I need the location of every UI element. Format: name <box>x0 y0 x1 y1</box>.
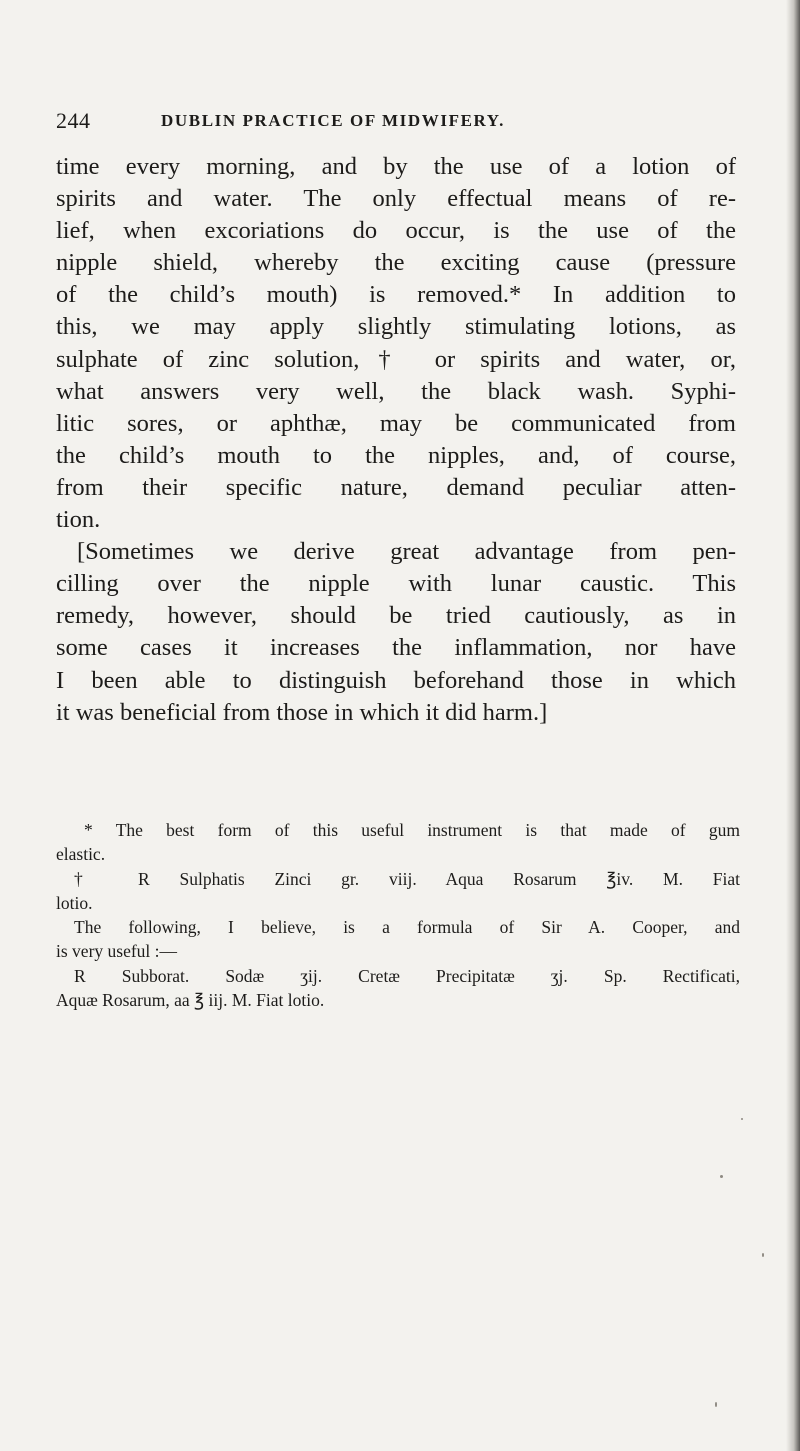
footnote-line: R Subborat. Sodæ ʒij. Cretæ Precipitatæ ʒj. Sp. Rectificati, <box>74 965 740 986</box>
body-line: it was beneficial from those in which it did harm.] <box>56 698 548 726</box>
page-header <box>56 103 746 139</box>
body-line: some cases it increases the inflammation, nor have <box>56 634 736 662</box>
body-line: this, we may apply slightly stimulating lotions, as <box>56 313 736 341</box>
paper-speck <box>741 1118 743 1120</box>
page-number: 244 <box>56 108 91 133</box>
body-line: [Sometimes we derive great advantage from pen- <box>77 538 736 566</box>
body-line: cilling over the nipple with lunar caustic. This <box>56 570 736 598</box>
body-line: what answers very well, the black wash. Syphi- <box>56 377 736 405</box>
body-line: spirits and water. The only effectual means of re- <box>56 185 736 213</box>
footnote-line: is very useful :— <box>56 941 178 962</box>
footnote-line: elastic. <box>56 844 106 865</box>
body-line: from their specific nature, demand peculiar atten- <box>56 473 736 501</box>
body-line: lief, when excoriations do occur, is the use of the <box>56 217 736 245</box>
body-line: the child’s mouth to the nipples, and, of course, <box>56 441 736 469</box>
footnote-line: * The best form of this useful instrument is that made of gum <box>84 820 740 840</box>
paper-speck <box>762 1253 764 1257</box>
body-line: remedy, however, should be tried cautiously, as in <box>56 602 736 630</box>
footnote-line: The following, I believe, is a formula of Sir A. Cooper, and <box>74 917 740 938</box>
footnote-line: Aquæ Rosarum, aa ℥ iij. M. Fiat lotio. <box>56 990 325 1011</box>
body-line: of the child’s mouth) is removed.* In addition to <box>56 281 736 309</box>
body-line: sulphate of zinc solution,† or spirits and water, or, <box>56 345 736 373</box>
body-line: I been able to distinguish beforehand those in which <box>56 666 736 694</box>
page-edge-shadow <box>786 0 800 1451</box>
footnote-line: † R Sulphatis Zinci gr. viij. Aqua Rosarum ℥iv. M. Fiat <box>74 868 740 889</box>
paper-speck <box>715 1402 717 1407</box>
footnote-line: lotio. <box>56 892 93 913</box>
footnotes <box>56 818 740 1012</box>
body-text <box>56 151 736 729</box>
running-head: DUBLIN PRACTICE OF MIDWIFERY. <box>161 111 505 130</box>
body-line: tion. <box>56 506 101 534</box>
body-line: time every morning, and by the use of a lotion of <box>56 153 736 180</box>
paper-speck <box>720 1175 723 1178</box>
body-line: litic sores, or aphthæ, may be communicated from <box>56 409 736 437</box>
body-line: nipple shield, whereby the exciting cause (pressure <box>56 249 736 277</box>
